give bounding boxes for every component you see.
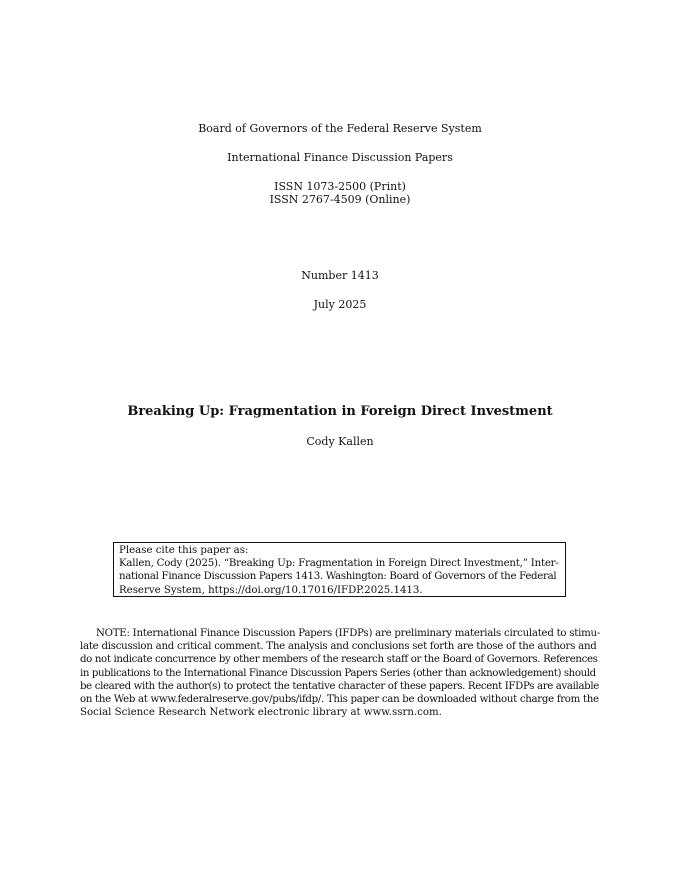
note-line: late discussion and critical comment. The analysis and conclusions set forth are those of the authors and [80, 641, 597, 653]
citation-line: Reserve System, https://doi.org/10.17016/IFDP.2025.1413. [119, 584, 423, 596]
note-line: NOTE: International Finance Discussion Papers (IFDPs) are preliminary materials circulated to stimu- [96, 628, 601, 639]
note-line: be cleared with the author(s) to protect the tentative character of these papers. Recent IFDPs are available [80, 680, 599, 692]
issue-date: July 2025 [313, 298, 367, 311]
citation-line: national Finance Discussion Papers 1413. Washington: Board of Governors of the Federal [119, 571, 557, 583]
note-line: do not indicate concurrence by other members of the research staff or the Board of Governors. References [80, 654, 598, 666]
citation-line: Please cite this paper as: [119, 545, 249, 556]
series-name: International Finance Discussion Papers [227, 151, 453, 164]
issn-print: ISSN 1073-2500 (Print) [274, 180, 406, 193]
author-name: Cody Kallen [306, 435, 374, 448]
note-line: in publications to the International Finance Discussion Papers Series (other than acknowledgement) should [80, 667, 596, 679]
note-line: on the Web at www.federalreserve.gov/pubs/ifdp/. This paper can be downloaded without charge from the [80, 694, 599, 706]
issn-online: ISSN 2767-4509 (Online) [269, 193, 411, 206]
note-paragraph [80, 627, 600, 719]
note-line: Social Science Research Network electronic library at www.ssrn.com. [80, 707, 442, 719]
institution-name: Board of Governors of the Federal Reserve System [198, 122, 482, 135]
citation-box [113, 542, 566, 597]
issue-number: Number 1413 [301, 269, 379, 282]
paper-title: Breaking Up: Fragmentation in Foreign Direct Investment [127, 404, 553, 419]
citation-line: Kallen, Cody (2025). “Breaking Up: Fragmentation in Foreign Direct Investment,” Inter- [119, 558, 559, 570]
